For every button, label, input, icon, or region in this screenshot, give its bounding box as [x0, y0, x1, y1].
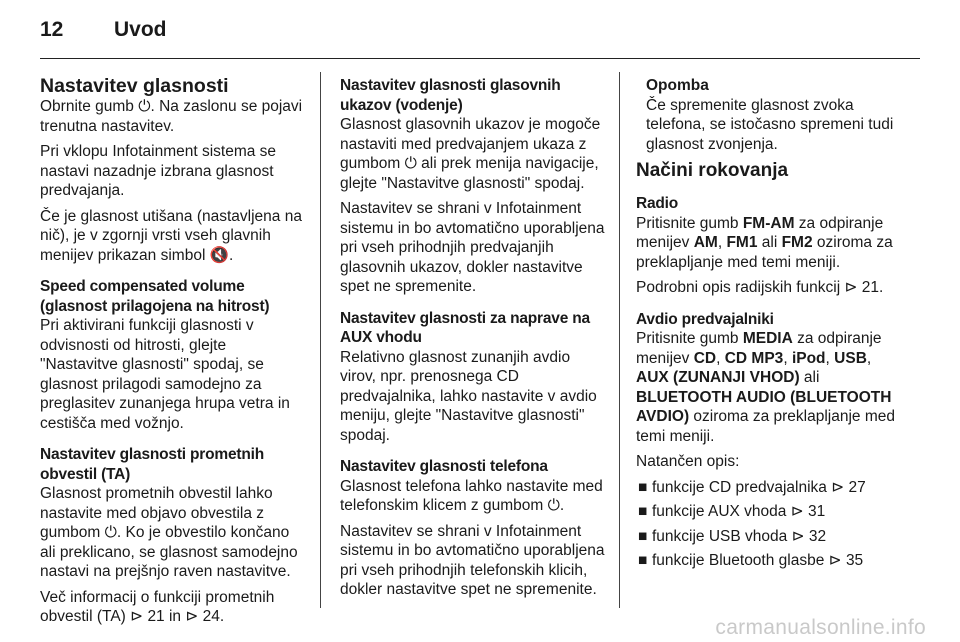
menu-name: AM — [693, 234, 718, 251]
bullet-icon: ■ — [638, 478, 648, 496]
bullet-icon: ■ — [638, 527, 648, 545]
reference-list — [636, 478, 904, 571]
subsection-heading: Avdio predvajalniki — [636, 310, 774, 328]
menu-name: CD MP3 — [724, 349, 784, 367]
section-heading: Načini rokovanja — [636, 160, 789, 181]
menu-name: USB — [834, 349, 867, 367]
page-number: 12 — [40, 18, 64, 41]
paragraph: Glasnost glasovnih ukazov je mogoče nastaviti med predvajanjem ukaza z gumbom ⏻ ali prek menija navigacije, glejte "Nastavitve glasnosti" spodaj. — [340, 116, 601, 192]
header-rule — [40, 58, 920, 59]
menu-name: FM2 — [781, 234, 813, 251]
paragraph: Nastavitev se shrani v Infotainment sistemu in bo avtomatično uporabljena pri vseh prihodnjih predvajanjih glasovnih ukazov, dokler nastavitve spet ne spremenite. — [340, 200, 605, 295]
note-text: Če spremenite glasnost zvoka telefona, se istočasno spremeni tudi glasnost zvonjenja. — [646, 96, 894, 153]
paragraph: Pritisnite gumb MEDIA za odpiranje menijev CD, CD MP3, iPod, USB, AUX (ZUNANJI VHOD) ali BLUETOOTH AUDIO (BLUETOOTH AVDIO) oziroma za preklapljanje med temi meniji. — [636, 330, 896, 445]
chapter-title: Uvod — [114, 18, 167, 41]
paragraph: Glasnost telefona lahko nastavite med telefonskim klicem z gumbom ⏻. — [340, 477, 603, 514]
paragraph: Nastavitev se shrani v Infotainment sistemu in bo avtomatično uporabljena pri vseh prihodnjih telefonskih klicih, dokler nastavitve spet ne spremenite. — [340, 522, 605, 598]
column-divider — [619, 72, 620, 608]
note-title: Opomba — [646, 77, 709, 94]
menu-name: BLUETOOTH AUDIO (BLUETOOTH AVDIO) — [636, 388, 892, 425]
column-2 — [340, 76, 606, 606]
button-name: FM-AM — [742, 214, 795, 232]
subsection-heading: Radio — [636, 195, 679, 212]
paragraph: Pritisnite gumb FM-AM za odpiranje menijev AM, FM1 ali FM2 oziroma za preklapljanje med temi meniji. — [636, 214, 893, 271]
menu-name: iPod — [791, 349, 826, 367]
page-header — [40, 18, 167, 42]
list-item: ■ funkcije AUX vhoda ⊳ 31 — [638, 503, 826, 520]
paragraph: Glasnost prometnih obvestil lahko nastavite med objavo obvestila z gumbom ⏻. Ko je obvestilo končano ali preklicano, se glasnost samodejno nastavi na prejšnjo raven nastavitve. — [40, 485, 298, 580]
list-item: ■ funkcije Bluetooth glasbe ⊳ 35 — [638, 552, 864, 569]
paragraph: Če je glasnost utišana (nastavljena na nič), je v zgornji vrsti vseh glavnih menijev prikazan simbol 🔇. — [40, 207, 302, 264]
column-3 — [636, 76, 904, 576]
column-divider — [320, 72, 321, 608]
button-name: MEDIA — [742, 330, 793, 347]
note-box — [636, 76, 904, 154]
bullet-icon: ■ — [638, 552, 648, 569]
menu-name: CD — [693, 349, 717, 367]
watermark: carmanualsonline.info — [715, 616, 926, 639]
paragraph: Natančen opis: — [636, 453, 740, 470]
list-item: ■ funkcije CD predvajalnika ⊳ 27 — [638, 478, 866, 496]
menu-name: FM1 — [726, 234, 758, 251]
bullet-icon: ■ — [638, 503, 648, 520]
subsection-heading: Nastavitev glasnosti telefona — [340, 458, 548, 475]
subsection-heading: Speed compensated volume (glasnost prilagojena na hitrost) — [40, 278, 270, 315]
subsection-heading: Nastavitev glasnosti prometnih obvestil (TA) — [40, 446, 264, 483]
section-heading: Nastavitev glasnosti — [40, 75, 229, 97]
paragraph: Podrobni opis radijskih funkcij ⊳ 21. — [636, 279, 884, 296]
column-1 — [40, 76, 306, 633]
paragraph: Pri vklopu Infotainment sistema se nastavi nazadnje izbrana glasnost predvajanja. — [40, 143, 277, 199]
subsection-heading: Nastavitev glasnosti glasovnih ukazov (vodenje) — [340, 77, 561, 114]
list-item: ■ funkcije USB vhoda ⊳ 32 — [638, 527, 827, 545]
paragraph: Relativno glasnost zunanjih avdio virov, npr. prenosnega CD predvajalnika, lahko nastavite v avdio meniju, glejte "Nastavitve glasnosti" spodaj. — [340, 348, 597, 444]
subsection-heading: Nastavitev glasnosti za naprave na AUX vhodu — [340, 309, 590, 346]
paragraph: Pri aktivirani funkciji glasnosti v odvisnosti od hitrosti, glejte "Nastavitve glasnosti" spodaj, se glasnost prilagodi samodejno za preglasitev zunanjega hrupa vetra in cestišča med vožnjo. — [40, 317, 290, 432]
menu-name: AUX (ZUNANJI VHOD) — [636, 369, 800, 386]
paragraph: Obrnite gumb ⏻. Na zaslonu se pojavi trenutna nastavitev. — [40, 98, 303, 135]
paragraph: Več informacij o funkciji prometnih obvestil (TA) ⊳ 21 in ⊳ 24. — [40, 588, 275, 625]
